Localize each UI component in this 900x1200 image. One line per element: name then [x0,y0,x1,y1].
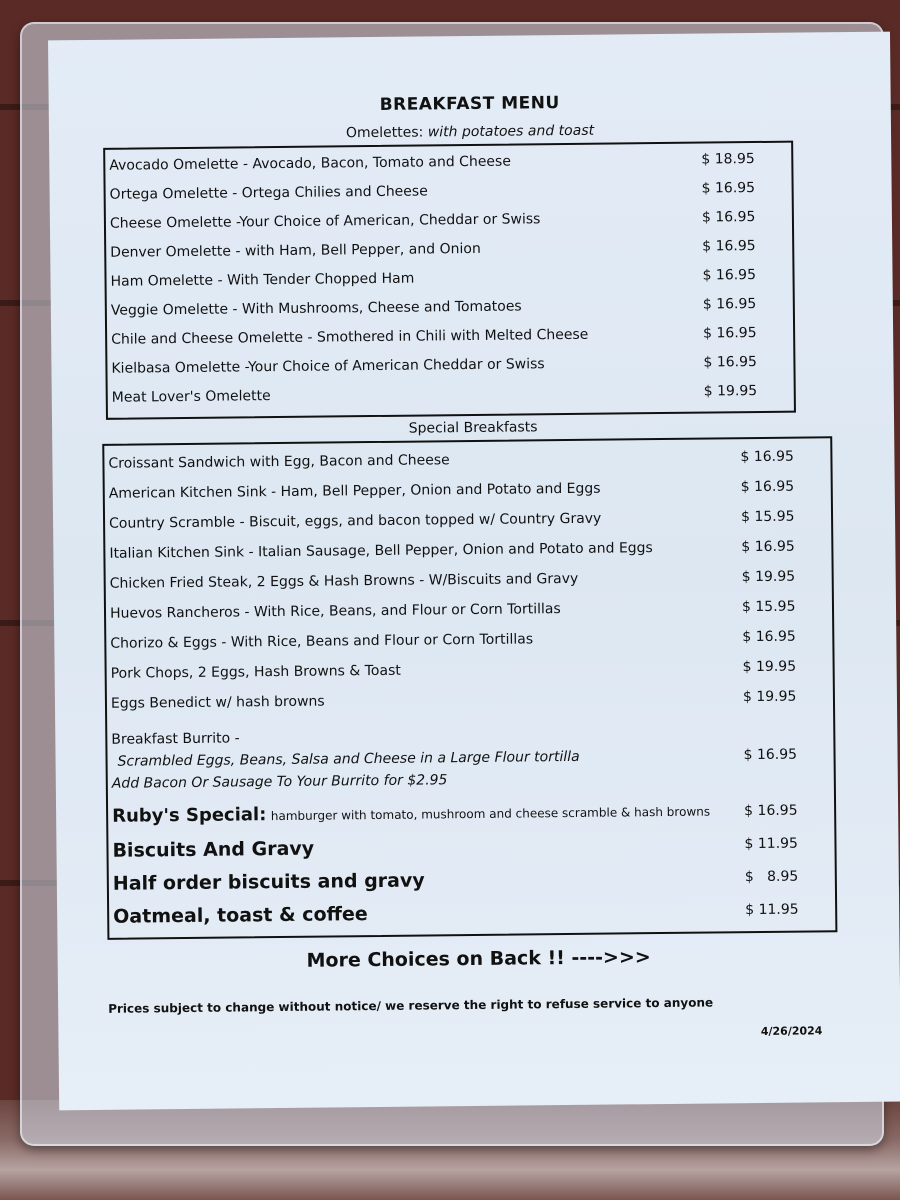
menu-item-price: $ 19.95 [742,688,797,706]
menu-item-name: Chorizo & Eggs - With Rice, Beans and Flour or Corn Tortillas [110,631,534,652]
menu-item-name: Cheese Omelette -Your Choice of American, Cheddar or Swiss [109,211,541,232]
menu-item [109,151,787,174]
menu-item-name: Ham Omelette - With Tender Chopped Ham [110,270,415,290]
omelettes-box [103,141,796,420]
menu-item [108,448,826,472]
burrito-price: $ 16.95 [743,746,798,764]
menu-item-price: $ 11.95 [745,901,799,919]
menu-item-price: $ 16.95 [701,209,756,226]
menu-item-name: Italian Kitchen Sink - Italian Sausage, Bell Pepper, Onion and Potato and Eggs [109,540,653,562]
menu-item-price: $ 16.95 [744,802,798,820]
menu-item-price: $ 16.95 [740,478,795,496]
menu-item-price: $ 18.95 [701,151,755,168]
menu-item-price: $ 16.95 [741,538,795,556]
breakfast-burrito [111,724,830,798]
burrito-description: Scrambled Eggs, Beans, Salsa and Cheese in a Large Flour tortilla [117,748,580,770]
menu-item-name: Pork Chops, 2 Eggs, Hash Browns & Toast [110,662,401,682]
menu-item [111,325,789,348]
menu-item-price: $ 19.95 [703,383,758,400]
menu-item-name: Country Scramble - Biscuit, eggs, and bacon topped w/ Country Gravy [109,510,602,532]
menu-item [110,628,828,652]
menu-item [109,508,827,532]
menu-item [112,832,830,862]
omelettes-subheading: with potatoes and toast [427,122,595,141]
menu-item-name: Kielbasa Omelette -Your Choice of American Cheddar or Swiss [111,356,545,377]
menu-item [110,568,828,592]
menu-item-name: Veggie Omelette - With Mushrooms, Cheese and Tomatoes [110,298,522,319]
menu-item [111,688,829,712]
menu-item-name: Croissant Sandwich with Egg, Bacon and Cheese [108,452,450,472]
burrito-title: Breakfast Burrito - [111,730,240,748]
menu-item [110,238,788,261]
menu-item [110,598,828,622]
menu-item-price: $ 16.95 [702,296,757,313]
menu-item-price: $ 19.95 [742,658,797,676]
menu-item [110,267,788,290]
menu-item [112,383,790,406]
menu-item-name: Chicken Fried Steak, 2 Eggs & Hash Browns - W/Biscuits and Gravy [109,570,579,592]
menu-item [111,296,789,319]
menu-item [109,538,827,562]
more-choices-note: More Choices on Back !! ---->>> [306,946,651,972]
menu-item-name: Ortega Omelette - Ortega Chilies and Cheese [109,183,428,203]
rubys-special-description: hamburger with tomato, mushroom and cheese scramble & hash browns [270,804,711,824]
menu-item [109,478,827,502]
menu-item-price: $ 19.95 [741,568,796,586]
menu-item [113,898,831,928]
menu-item-name: American Kitchen Sink - Ham, Bell Pepper, Onion and Potato and Eggs [108,480,601,502]
menu-item-price: $ 8.95 [744,868,799,886]
menu-sheet [48,32,900,1111]
menu-item-price: $ 16.95 [702,238,756,255]
menu-item [113,865,831,895]
menu-title: BREAKFAST MENU [379,93,560,115]
omelettes-heading-label: Omelettes: [345,124,424,142]
disclaimer: Prices subject to change without notice/ we reserve the right to refuse service to anyone [108,995,714,1016]
specials-box [102,436,837,940]
menu-item-price: $ 11.95 [744,835,798,853]
menu-item [110,209,788,232]
menu-item-name: Chile and Cheese Omelette - Smothered in Chili with Melted Cheese [111,326,589,348]
menu-item-price: $ 16.95 [702,267,757,284]
menu-item-name: Oatmeal, toast & coffee [113,903,368,928]
specials-heading: Special Breakfasts [408,419,538,437]
menu-item [110,180,788,203]
menu-item-name: Meat Lover's Omelette [111,388,271,406]
menu-item-name: Half order biscuits and gravy [112,869,425,895]
menu-item-name: Denver Omelette - with Ham, Bell Pepper, and Onion [110,240,481,261]
menu-item-price: $ 16.95 [703,325,757,342]
menu-item-price: $ 16.95 [703,354,757,371]
menu-item-name: Huevos Rancheros - With Rice, Beans, and Flour or Corn Tortillas [109,601,561,622]
menu-item-name: Avocado Omelette - Avocado, Bacon, Tomato and Cheese [109,153,511,174]
rubys-special [112,798,830,827]
rubys-special-title: Ruby's Special: [112,804,267,827]
menu-item-price: $ 16.95 [740,448,794,466]
menu-item-name: Biscuits And Gravy [112,837,315,862]
menu-date: 4/26/2024 [760,1024,823,1038]
menu-item [111,354,789,377]
menu-item-price: $ 16.95 [701,180,756,197]
menu-item-price: $ 16.95 [742,628,796,646]
menu-item-name: Eggs Benedict w/ hash browns [110,693,325,712]
burrito-addon: Add Bacon Or Sausage To Your Burrito for $2.95 [111,772,448,792]
menu-item-price: $ 15.95 [741,598,796,616]
menu-item-price: $ 15.95 [740,508,795,526]
menu-item [111,658,829,682]
